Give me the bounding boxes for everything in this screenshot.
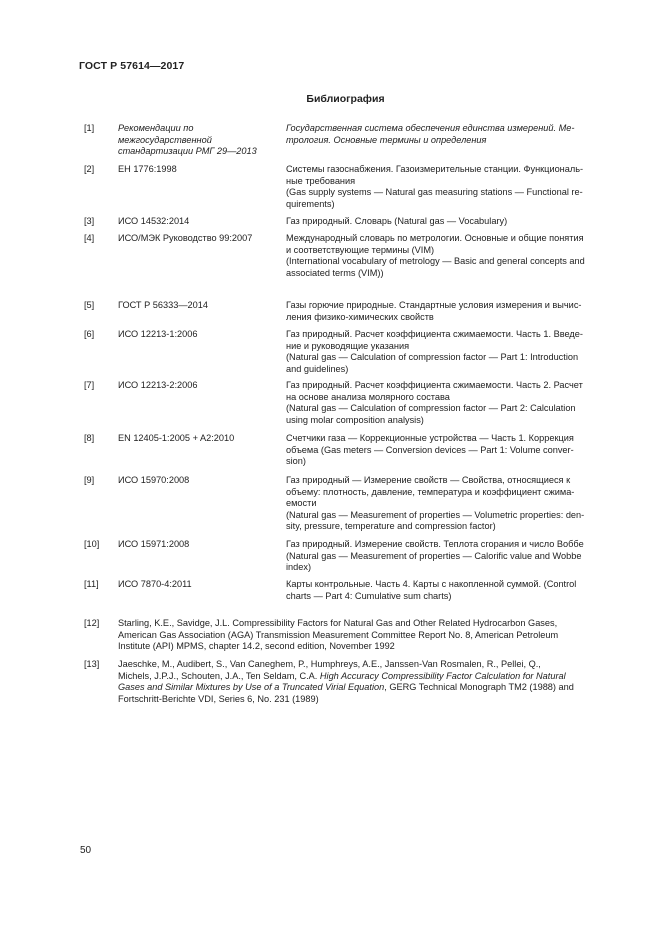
bibliography-entry	[84, 300, 610, 323]
entry-title: Газ природный. Расчет коэффициента сжимаемости. Часть 1. Введе- ние и руководящие указания (Natural gas — Calculation of compression factor — Part 1: Introduction and guidelines)	[286, 329, 583, 374]
entry-source: ИСО 12213-1:2006	[118, 329, 198, 339]
entry-number: [7]	[84, 380, 95, 390]
entry-title: Газы горючие природные. Стандартные условия измерения и вычис- ления физико-химических свойств	[286, 300, 582, 322]
bibliography-entry	[84, 123, 610, 158]
bibliography-entry	[84, 659, 610, 705]
entry-citation: Starling, K.E., Savidge, J.L. Compressibility Factors for Natural Gas and Other Related Hydrocarbon Gases, American Gas Association (AGA) Transmission Measurement Committee Report No. 8, American Petroleum Institute (API) MPMS, chapter 14.2, second edition, November 1992	[118, 618, 559, 652]
document-header: ГОСТ Р 57614—2017	[79, 60, 185, 72]
bibliography-entry	[84, 475, 610, 533]
entry-source: ИСО 12213-2:2006	[118, 380, 198, 390]
entry-title: Газ природный. Словарь (Natural gas — Vocabulary)	[286, 216, 508, 226]
page-number: 50	[80, 845, 92, 856]
entry-source: Рекомендации по межгосударственной стандартизации РМГ 29—2013	[118, 123, 257, 157]
entry-source: ЕН 1776:1998	[118, 164, 177, 174]
entry-title: Газ природный. Расчет коэффициента сжимаемости. Часть 2. Расчет на основе анализа молярного состава (Natural gas — Calculation of compression factor — Part 2: Calculation using molar composition analysis)	[286, 380, 583, 425]
section-title: Библиография	[306, 93, 385, 105]
entry-citation: Jaeschke, M., Audibert, S., Van Caneghem, P., Humphreys, A.E., Janssen-Van Rosmalen, R., Pellei, Q., Michels, J.P.J., Schouten, J.A., Ten Seldam, C.A. High Accuracy Compressibility Factor Calculation for Natural Gases and Similar Mixtures by Use of a Truncated Virial Equation, GERG Technical Monograph TM2 (1988) and Fortschritt-Berichte VDI, Series 6, No. 231 (1989)	[118, 659, 574, 704]
entry-number: [13]	[84, 659, 100, 669]
bibliography-entry	[84, 164, 610, 210]
entry-title: Газ природный — Измерение свойств — Свойства, относящиеся к объему: плотность, давление, температура и коэффициент сжима- емости (Natural gas — Measurement of properties — Volumetric properties: den- sity, pressure, temperature and compression factor)	[286, 475, 585, 532]
entry-number: [12]	[84, 618, 100, 628]
entry-number: [9]	[84, 475, 95, 485]
bibliography-entry	[84, 216, 610, 228]
entry-number: [8]	[84, 433, 95, 443]
bibliography-entry	[84, 433, 610, 468]
entry-number: [3]	[84, 216, 95, 226]
entry-source: ИСО 14532:2014	[118, 216, 190, 226]
entry-number: [4]	[84, 233, 95, 243]
entry-source: ИСО 7870-4:2011	[118, 579, 192, 589]
entry-number: [6]	[84, 329, 95, 339]
entry-number: [1]	[84, 123, 95, 133]
entry-title: Международный словарь по метрологии. Основные и общие понятия и соответствующие термины (VIM) (International vocabulary of metrology — Basic and general concepts and associated terms (VIM))	[286, 233, 585, 278]
entry-title: Счетчики газа — Коррекционные устройства — Часть 1. Коррекция объема (Gas meters — Conversion devices — Part 1: Volume conver- sion)	[286, 433, 574, 467]
entry-source: ИСО 15971:2008	[118, 539, 190, 549]
entry-source: ИСО/МЭК Руководство 99:2007	[118, 233, 253, 243]
bibliography-entry	[84, 380, 610, 426]
bibliography-entry	[84, 539, 610, 574]
entry-number: [10]	[84, 539, 100, 549]
entry-title: Системы газоснабжения. Газоизмерительные станции. Функциональ- ные требования (Gas supply systems — Natural gas measuring stations — Functional re- quirements)	[286, 164, 584, 209]
bibliography-entry	[84, 329, 610, 375]
bibliography-entry	[84, 233, 610, 279]
entry-source: EN 12405-1:2005 + A2:2010	[118, 433, 235, 443]
entry-number: [2]	[84, 164, 95, 174]
bibliography-entry	[84, 579, 610, 602]
entry-title: Газ природный. Измерение свойств. Теплота сгорания и число Воббе (Natural gas — Measurement of properties — Calorific value and Wobbe index)	[286, 539, 584, 573]
entry-title: Карты контрольные. Часть 4. Карты с накопленной суммой. (Control charts — Part 4: Cumulative sum charts)	[286, 579, 577, 601]
bibliography-entry	[84, 618, 610, 653]
entry-title: Государственная система обеспечения единства измерений. Ме- трология. Основные термины и определения	[286, 123, 575, 145]
entry-number: [5]	[84, 300, 95, 310]
entry-number: [11]	[84, 579, 99, 589]
entry-source: ГОСТ Р 56333—2014	[118, 300, 208, 310]
entry-source: ИСО 15970:2008	[118, 475, 190, 485]
